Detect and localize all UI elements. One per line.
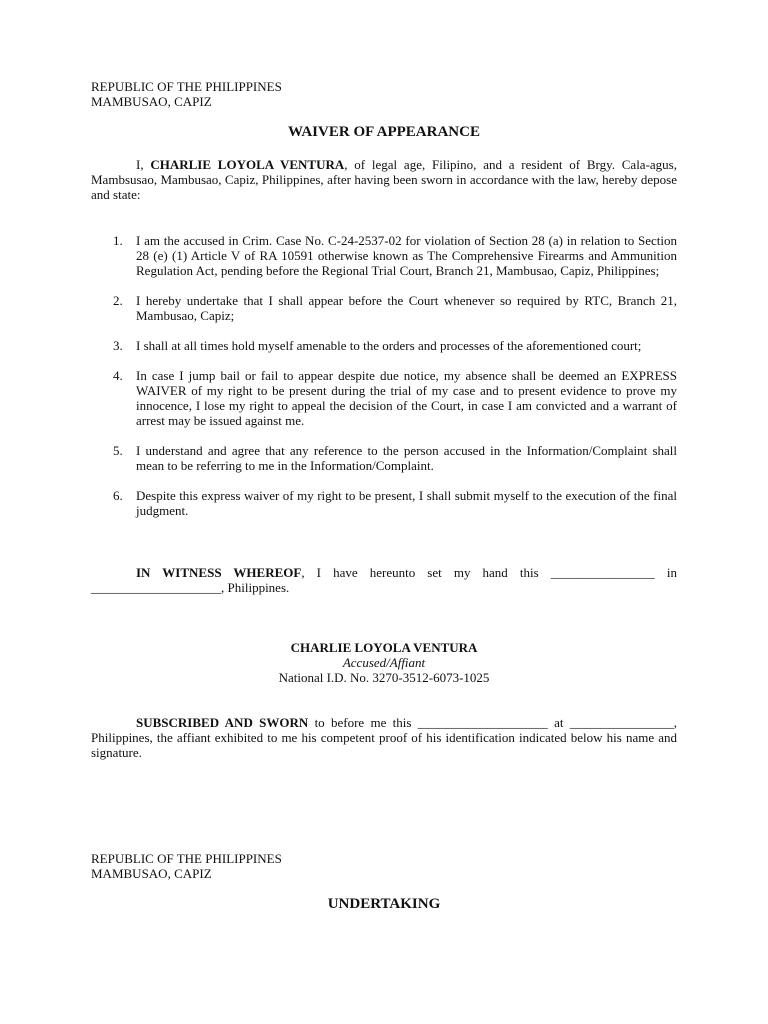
list-item	[91, 488, 677, 518]
item-number: 6.	[113, 488, 123, 503]
header-republic-2: REPUBLIC OF THE PHILIPPINES	[91, 851, 282, 866]
document-title: WAIVER OF APPEARANCE	[288, 124, 480, 140]
intro-paragraph	[91, 157, 677, 202]
undertaking-title: UNDERTAKING	[327, 896, 441, 912]
item-number: 4.	[113, 368, 123, 383]
item-text: In case I jump bail or fail to appear despite due notice, my absence shall be deemed an EXPRESS WAIVER of my right to be present during the trial of my case and to present evidence to prove my innocence, I lose my right to appeal the decision of the Court, in case I am convicted and a warrant of arrest may be issued against me.	[136, 368, 677, 428]
item-number: 3.	[113, 338, 123, 353]
header-location: MAMBUSAO, CAPIZ	[91, 94, 212, 109]
jurat-paragraph	[91, 715, 677, 760]
list-item	[91, 443, 677, 473]
header-block-2	[91, 851, 677, 881]
statement-list	[91, 233, 677, 533]
item-number: 5.	[113, 443, 123, 458]
signature-name: CHARLIE LOYOLA VENTURA	[290, 640, 478, 655]
witness-lead: IN WITNESS WHEREOF	[136, 565, 302, 580]
list-item	[91, 233, 677, 278]
header-republic: REPUBLIC OF THE PHILIPPINES	[91, 79, 282, 94]
witness-text: , I have hereunto set my hand this ________________ in	[301, 565, 677, 580]
header-block	[91, 79, 677, 109]
intro-text: , of legal age, Filipino, and a resident of Brgy. Cala-agus, Mambsusao, Mambusao, Capiz, Philippines, after having been sworn in accordance with the law, hereby depose and state:	[91, 157, 677, 202]
intro-prefix: I,	[136, 157, 151, 172]
item-text: I shall at all times hold myself amenable to the orders and processes of the aforementioned court;	[136, 338, 642, 353]
item-text: Despite this express waiver of my right to be present, I shall submit myself to the execution of the final judgment.	[136, 488, 677, 518]
list-item	[91, 338, 677, 353]
national-id: National I.D. No. 3270-3512-6073-1025	[278, 670, 490, 685]
affiant-name: CHARLIE LOYOLA VENTURA	[150, 157, 345, 172]
item-text: I am the accused in Crim. Case No. C-24-2537-02 for violation of Section 28 (a) in relation to Section 28 (e) (1) Article V of RA 10591 otherwise known as The Comprehensive Firearms and Ammunition Regulation Act, pending before the Regional Trial Court, Branch 21, Mambusao, Capiz, Philippines;	[136, 233, 677, 278]
list-item	[91, 368, 677, 428]
item-text: I understand and agree that any reference to the person accused in the Information/Complaint shall mean to be referring to me in the Information/Complaint.	[136, 443, 677, 473]
signature-role: Accused/Affiant	[342, 655, 426, 670]
item-text: I hereby undertake that I shall appear before the Court whenever so required by RTC, Branch 21, Mambusao, Capiz;	[136, 293, 677, 323]
witness-text-line2: ____________________, Philippines.	[91, 580, 290, 595]
item-number: 2.	[113, 293, 123, 308]
signature-block	[0, 640, 768, 685]
header-location-2: MAMBUSAO, CAPIZ	[91, 866, 212, 881]
item-number: 1.	[113, 233, 123, 248]
list-item	[91, 293, 677, 323]
jurat-lead: SUBSCRIBED AND SWORN	[136, 715, 309, 730]
witness-paragraph	[91, 565, 677, 595]
jurat-text: to before me this ____________________ at ________________, Philippines, the affiant exhibited to me his competent proof of his identification indicated below his name and signature.	[91, 715, 677, 760]
